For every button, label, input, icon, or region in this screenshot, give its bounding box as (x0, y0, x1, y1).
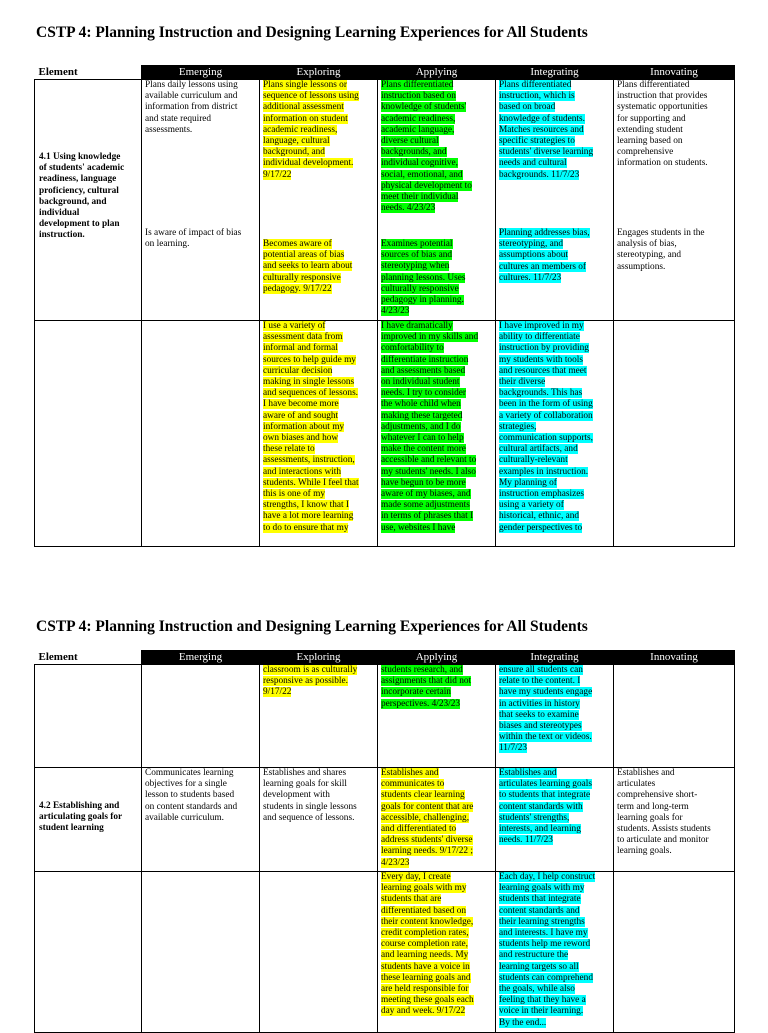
integrating-reflection-cell (496, 872, 614, 1033)
innovating-text: Establishes and articulates comprehensive short- term and long-term learning goals for students. Assists students to articulate and monitor learning goals. (617, 768, 711, 857)
table-row (35, 321, 735, 547)
applying-header: Applying (378, 66, 496, 80)
emerging-text-1: Plans daily lessons using available curriculum and information from district and state required assessments. (145, 80, 238, 135)
emerging-cell (142, 768, 260, 872)
applying-cell (378, 80, 496, 321)
emerging-header: Emerging (142, 651, 260, 665)
exploring-header: Exploring (260, 66, 378, 80)
applying-continued: students research, and assignments that did not incorporate certain perspectives. 4/23/23 (381, 665, 472, 709)
emerging-header: Emerging (142, 66, 260, 80)
applying-text-1: Plans differentiated instruction based on knowledge of students' academic readiness, academic language, diverse cultural backgrounds, and individual cognitive, social, emotional, and physical development to meet their individual needs. 4/23/23 (381, 80, 472, 214)
applying-text-2: Examines potential sources of bias and stereotyping when planning lessons. Uses culturally responsive pedagogy in planning. 4/23/23 (381, 239, 466, 317)
emerging-cell-empty (142, 872, 260, 1033)
integrating-reflection: Each day, I help construct learning goals with my students that integrate content standards and their learning strengths and interests. I have my students help me reword and restructure the learning targets so all students can comprehend the goals, while also feeling that they have a voice in their learning. By the end... (499, 872, 596, 1028)
innovating-cell-empty (614, 665, 735, 768)
integrating-continued-cell (496, 665, 614, 768)
exploring-cell-empty (260, 872, 378, 1033)
element-4-2-label: 4.2 Establishing and articulating goals for student learning (39, 801, 123, 834)
integrating-cell (496, 80, 614, 321)
innovating-cell (614, 80, 735, 321)
rubric-table-1 (34, 65, 735, 547)
element-4-1-label: 4.1 Using knowledge of students' academic readiness, language proficiency, cultural background, and individual development to plan instruction. (39, 152, 125, 241)
page-title-bottom: CSTP 4: Planning Instruction and Designing Learning Experiences for All Students (36, 618, 588, 635)
emerging-text-2: Is aware of impact of bias on learning. (145, 228, 242, 250)
applying-cell (378, 768, 496, 872)
innovating-cell-empty (614, 872, 735, 1033)
applying-continued-cell (378, 665, 496, 768)
applying-reflection: Every day, I create learning goals with my students that are differentiated based on their content knowledge, credit completion rates, course completion rate, and learning needs. My students have a voice in these learning goals and are held responsible for meeting these goals each day and week. 9/17/22 (381, 872, 474, 1017)
table-row (35, 80, 735, 321)
header-row (35, 651, 735, 665)
exploring-continued-cell (260, 665, 378, 768)
table-row (35, 872, 735, 1033)
integrating-cell (496, 768, 614, 872)
integrating-text: Establishes and articulates learning goals to students that integrate content standards with students' strengths, interests, and learning needs. 11/7/23 (499, 768, 592, 846)
integrating-text-1: Plans differentiated instruction, which is based on broad knowledge of students. Matches resources and specific strategies to students' diverse learning needs and cultural backgrounds. 11/7/23 (499, 80, 594, 180)
integrating-continued: ensure all students can relate to the content. I have my students engage in activities in history that seeks to examine biases and stereotypes within the text or videos. 11/7/23 (499, 665, 593, 754)
emerging-cell-empty (142, 321, 260, 547)
page-title-top: CSTP 4: Planning Instruction and Designing Learning Experiences for All Students (36, 24, 588, 41)
exploring-header: Exploring (260, 651, 378, 665)
innovating-text-2: Engages students in the analysis of bias, stereotyping, and assumptions. (617, 228, 705, 272)
element-cell (35, 80, 142, 321)
innovating-cell (614, 768, 735, 872)
applying-reflection-cell (378, 872, 496, 1033)
exploring-text: Establishes and shares learning goals for skill development with students in single lessons and sequence of lessons. (263, 768, 357, 823)
element-cell-empty (35, 872, 142, 1033)
exploring-text-2: Becomes aware of potential areas of bias and seeks to learn about culturally responsive pedagogy. 9/17/22 (263, 239, 353, 294)
element-cell-empty (35, 665, 142, 768)
emerging-text: Communicates learning objectives for a single lesson to students based on content standards and available curriculum. (145, 768, 238, 823)
innovating-header: Innovating (614, 66, 735, 80)
header-row (35, 66, 735, 80)
table-row (35, 665, 735, 768)
element-cell (35, 768, 142, 872)
innovating-header: Innovating (614, 651, 735, 665)
exploring-reflection: I use a variety of assessment data from informal and formal sources to help guide my curricular decision making in single lessons and sequences of lessons. I have become more aware of and sought information about my own biases and how these relate to assessments, instruction, and interactions with students. While I feel that this is one of my strengths, I know that I have a lot more learning to do to ensure that my (263, 321, 359, 533)
emerging-cell-empty (142, 665, 260, 768)
exploring-continued: classroom is as culturally responsive as possible. 9/17/22 (263, 665, 358, 698)
exploring-text-1: Plans single lessons or sequence of lessons using additional assessment information on student academic readiness, language, cultural background, and individual development. 9/17/22 (263, 80, 359, 180)
table-row (35, 768, 735, 872)
exploring-cell (260, 768, 378, 872)
integrating-header: Integrating (496, 651, 614, 665)
element-cell-empty (35, 321, 142, 547)
rubric-table-2 (34, 650, 735, 1033)
applying-reflection-cell (378, 321, 496, 547)
integrating-reflection-cell (496, 321, 614, 547)
element-header: Element (35, 66, 142, 80)
integrating-header: Integrating (496, 66, 614, 80)
element-header: Element (35, 651, 142, 665)
integrating-reflection: I have improved in my ability to differentiate instruction by providing my students with tools and resources that meet their diverse backgrounds. This has been in the form of using a variety of collaboration strategies, communication supports, cultural artifacts, and culturally-relevant examples in instruction. My planning of instruction emphasizes using a variety of historical, ethnic, and gender perspectives to (499, 321, 593, 533)
exploring-reflection-cell (260, 321, 378, 547)
integrating-text-2: Planning addresses bias, stereotyping, and assumptions about cultures an members of cultures. 11/7/23 (499, 228, 590, 283)
applying-text: Establishes and communicates to students clear learning goals for content that are accessible, challenging, and differentiated to address students' diverse learning needs. 9/17/22 ; 4/23/23 (381, 768, 474, 868)
applying-reflection: I have dramatically improved in my skills and comfortability to differentiate instruction and assessments based on individual student needs. I try to consider the whole child when making these targeted adjustments, and I do whatever I can to help make the content more accessible and relevant to my students' needs. I also have begun to be more aware of my biases, and made some adjustments in terms of phrases that I use, websites I have (381, 321, 479, 533)
emerging-cell (142, 80, 260, 321)
exploring-cell (260, 80, 378, 321)
applying-header: Applying (378, 651, 496, 665)
innovating-text-1: Plans differentiated instruction that provides systematic opportunities for supporting and extending student learning based on comprehensive information on students. (617, 80, 708, 169)
innovating-cell-empty (614, 321, 735, 547)
